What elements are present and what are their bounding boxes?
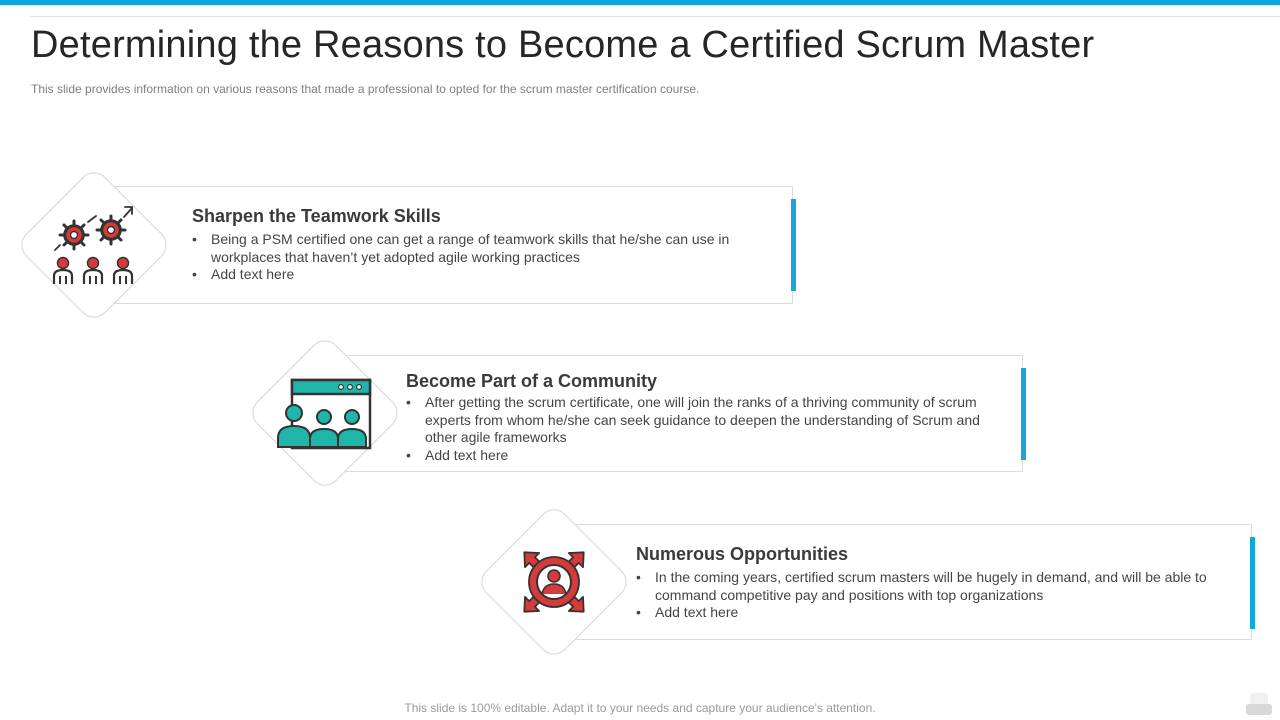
reason-bullets [636,569,1236,622]
reason-bullet: • Add text here [636,604,1236,622]
reason-heading: Become Part of a Community [406,371,658,391]
slide-title: Determining the Reasons to Become a Certified Scrum Master [31,24,1095,66]
reason-bullet: • After getting the scrum certificate, one will join the ranks of a thriving community of scrum experts from whom he/she can seek guidance to deepen the understanding of Scrum and other agile frameworks [406,394,1006,447]
reason-heading: Numerous Opportunities [636,544,849,564]
header-divider [30,16,1280,17]
reason-card-opportunities [553,524,1252,640]
reason-card-teamwork [93,186,793,304]
reason-bullet: • Add text here [406,447,1006,465]
card-accent-bar [1250,537,1255,629]
community-screen-icon [276,376,376,452]
reason-bullet: • In the coming years, certified scrum masters will be hugely in demand, and will be able to command competitive pay and positions with top organizations [636,569,1236,604]
reason-bullet: • Being a PSM certified one can get a range of teamwork skills that he/she can use in workplaces that haven’t yet adopted agile working practices [192,231,772,266]
slide-sorter-icon[interactable] [1246,692,1272,716]
reason-heading: Sharpen the Teamwork Skills [192,206,441,226]
reason-card-community [324,355,1023,472]
opportunities-arrows-icon [511,539,597,625]
reason-bullets [192,231,772,284]
card-accent-bar [791,199,796,291]
card-accent-bar [1021,368,1026,460]
reason-bullet: • Add text here [192,266,772,284]
slide-subtitle: This slide provides information on various reasons that made a professional to opted for the scrum master certification course. [31,82,700,96]
slide-footer: This slide is 100% editable. Adapt it to your needs and capture your audience's attention. [404,701,876,715]
teamwork-gears-icon [49,200,139,290]
top-accent-bar [0,0,1280,5]
reason-bullets [406,394,1006,464]
